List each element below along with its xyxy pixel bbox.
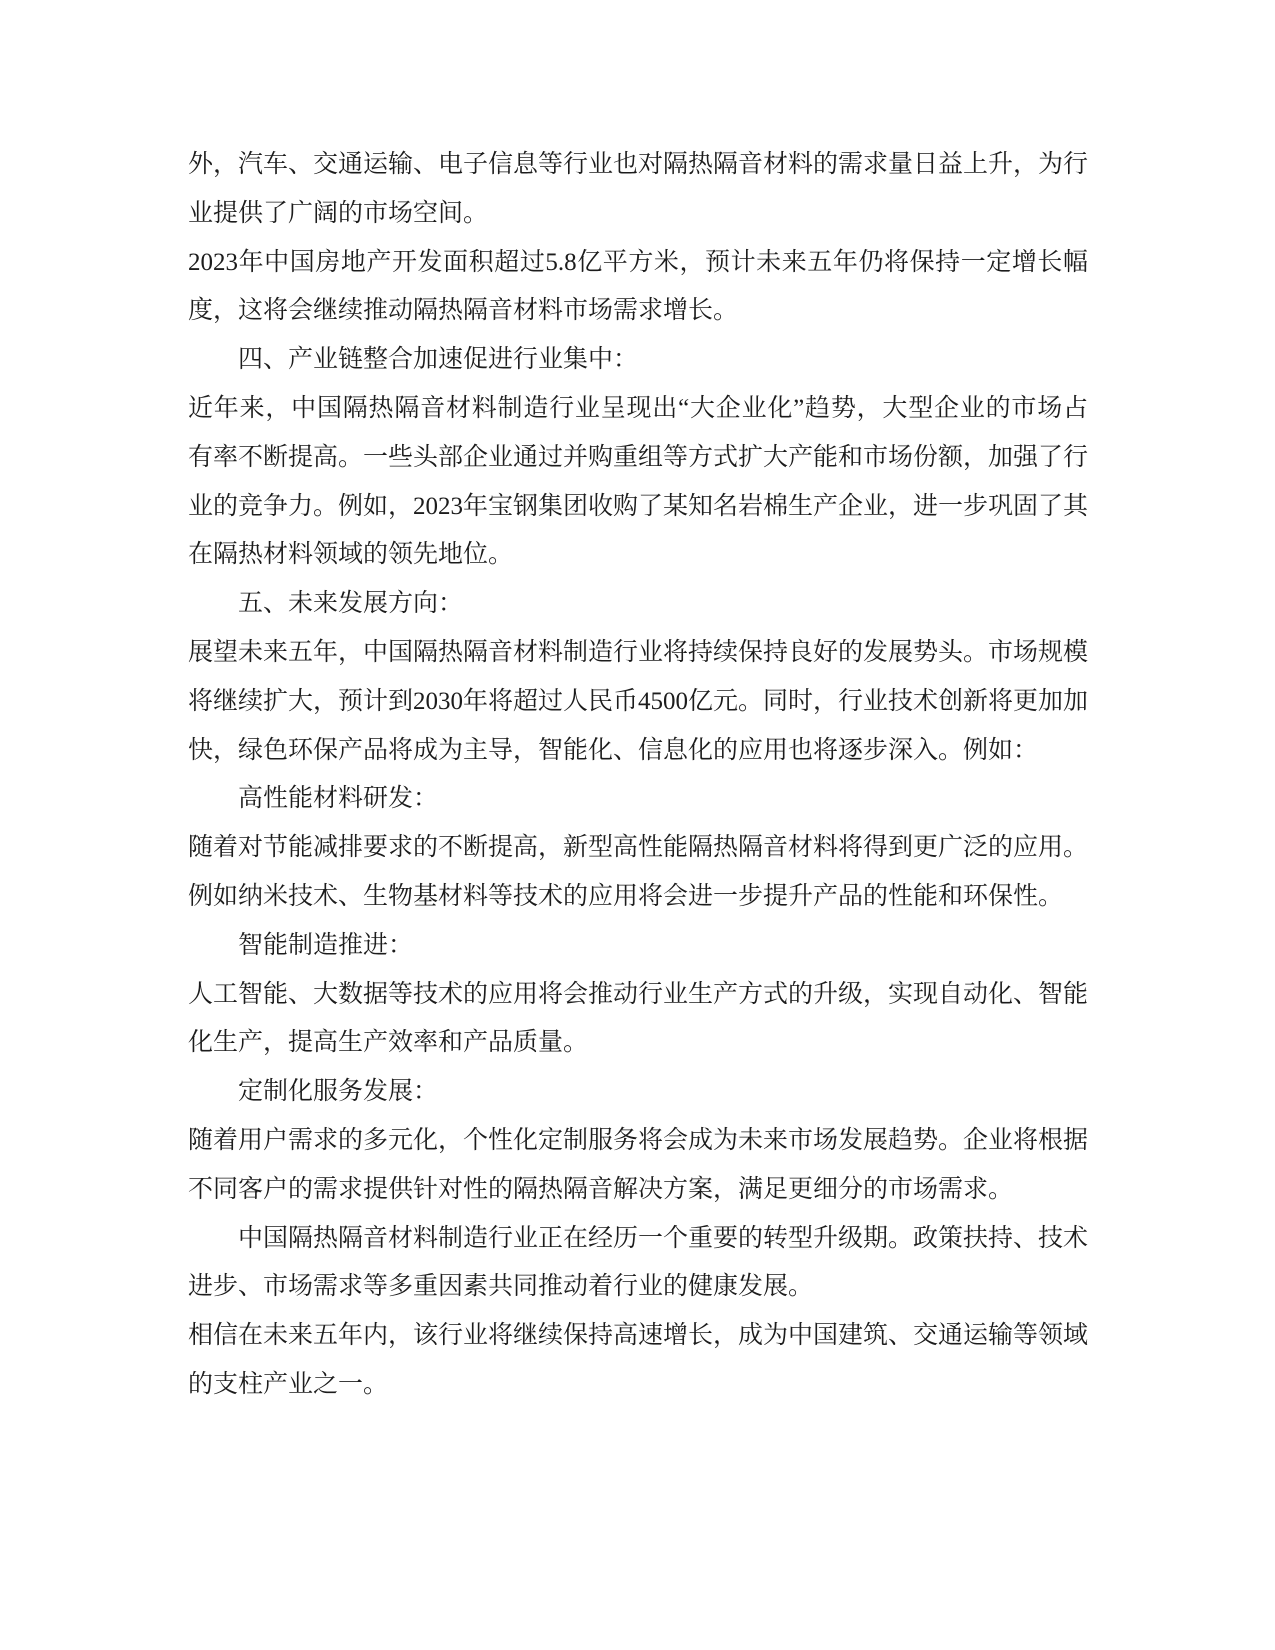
text-line: 进步、市场需求等多重因素共同推动着行业的健康发展。: [188, 1273, 814, 1301]
text-line: 快，绿色环保产品将成为主导，智能化、信息化的应用也将逐步深入。例如：: [188, 736, 1039, 764]
text-line: 相信在未来五年内，该行业将继续保持高速增长，成为中国建筑、交通运输等领域: [188, 1322, 1089, 1350]
text-line: 随着对节能减排要求的不断提高，新型高性能隔热隔音材料将得到更广泛的应用。: [188, 834, 1089, 862]
text-line: 外，汽车、交通运输、电子信息等行业也对隔热隔音材料的需求量日益上升，为行: [188, 151, 1089, 178]
text-line: 展望未来五年，中国隔热隔音材料制造行业将持续保持良好的发展势头。市场规模: [188, 638, 1089, 666]
text-line: 随着用户需求的多元化，个性化定制服务将会成为未来市场发展趋势。企业将根据: [188, 1126, 1089, 1154]
text-line: 中国隔热隔音材料制造行业正在经历一个重要的转型升级期。政策扶持、技术: [238, 1224, 1089, 1252]
text-line: 化生产，提高生产效率和产品质量。: [188, 1029, 589, 1057]
text-line: 例如纳米技术、生物基材料等技术的应用将会进一步提升产品的性能和环保性。: [188, 882, 1064, 910]
text-line: 将继续扩大，预计到2030年将超过人民币4500亿元。同时，行业技术创新将更加加: [188, 687, 1089, 715]
text-line: 业的竞争力。例如，2023年宝钢集团收购了某知名岩棉生产企业，进一步巩固了其: [188, 492, 1089, 520]
text-line: 业提供了广阔的市场空间。: [188, 199, 489, 227]
text-line: 的支柱产业之一。: [188, 1370, 389, 1398]
section-heading: 五、未来发展方向：: [238, 590, 464, 618]
text-line: 在隔热材料领域的领先地位。: [188, 541, 514, 569]
subsection-heading: 定制化服务发展：: [238, 1078, 439, 1106]
text-line: 不同客户的需求提供针对性的隔热隔音解决方案，满足更细分的市场需求。: [188, 1175, 1014, 1203]
section-heading: 四、产业链整合加速促进行业集中：: [238, 346, 639, 374]
text-line: 度，这将会继续推动隔热隔音材料市场需求增长。: [188, 297, 739, 325]
document-text-block: [188, 141, 1088, 1410]
text-line: 人工智能、大数据等技术的应用将会推动行业生产方式的升级，实现自动化、智能: [188, 980, 1089, 1008]
subsection-heading: 智能制造推进：: [238, 931, 414, 959]
subsection-heading: 高性能材料研发：: [238, 785, 439, 813]
text-line: 2023年中国房地产开发面积超过5.8亿平方米，预计未来五年仍将保持一定增长幅: [188, 248, 1088, 276]
text-line: 近年来，中国隔热隔音材料制造行业呈现出“大企业化”趋势，大型企业的市场占: [188, 394, 1088, 422]
text-line: 有率不断提高。一些头部企业通过并购重组等方式扩大产能和市场份额，加强了行: [188, 443, 1089, 471]
